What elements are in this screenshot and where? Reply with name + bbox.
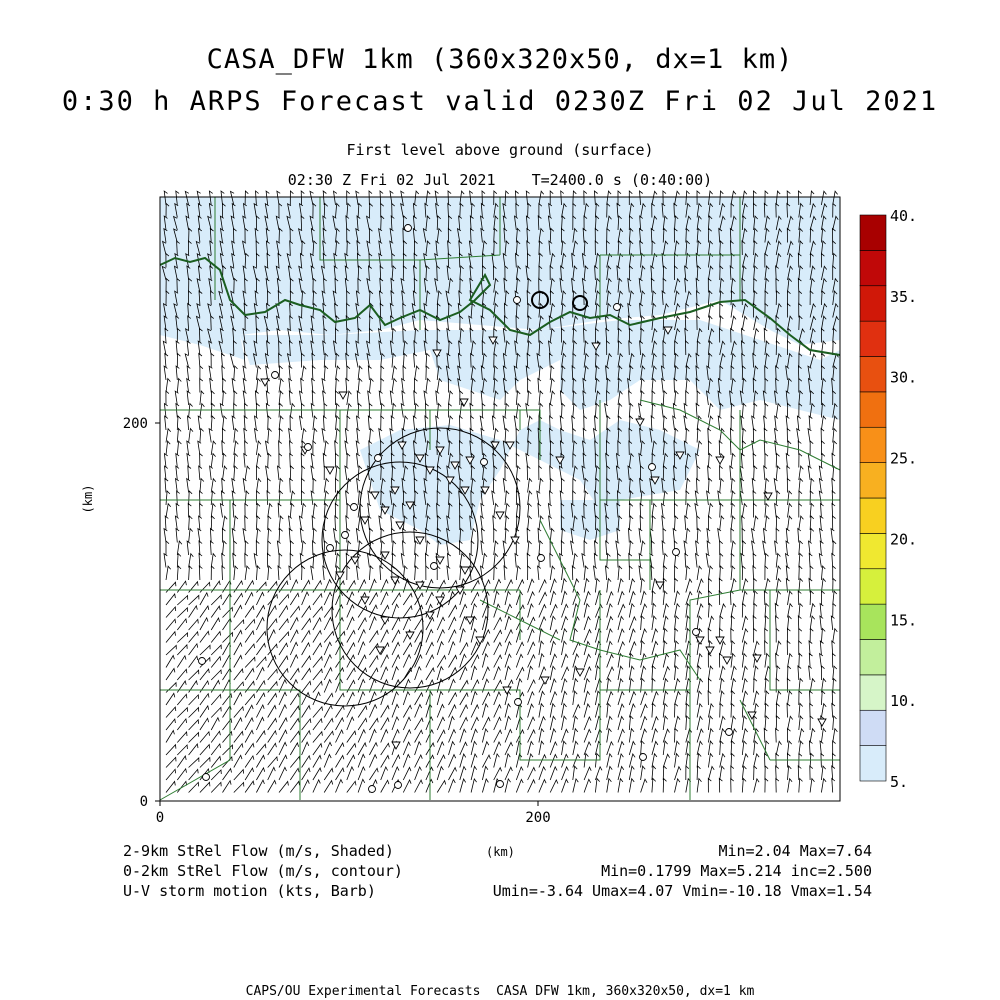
main-title-line1: CASA_DFW 1km (360x320x50, dx=1 km) <box>206 44 794 75</box>
legend-barb-label: U-V storm motion (kts, Barb) <box>123 882 376 900</box>
colorbar-swatch <box>860 640 886 675</box>
colorbar-swatch <box>860 321 886 356</box>
colorbar-swatch <box>860 250 886 285</box>
marker-circle <box>342 532 349 539</box>
marker-circle <box>369 786 376 793</box>
marker-circle <box>395 782 402 789</box>
x-tick-200: 200 <box>525 810 551 826</box>
colorbar-label: 30. <box>890 368 918 387</box>
marker-circle <box>327 545 334 552</box>
marker-circle <box>514 297 521 304</box>
legend-mid-unit: (km) <box>486 845 515 859</box>
marker-circle <box>405 225 412 232</box>
y-tick-200: 200 <box>122 416 148 432</box>
marker-circle <box>538 555 545 562</box>
marker-circle <box>497 781 504 788</box>
marker-circle <box>673 549 680 556</box>
colorbar-label: 5. <box>890 773 909 791</box>
marker-circle <box>305 444 312 451</box>
marker-circle <box>640 754 647 761</box>
legend-shaded-label: 2-9km StRel Flow (m/s, Shaded) <box>123 842 394 860</box>
subtitle: First level above ground (surface) <box>346 141 654 159</box>
y-tick-0: 0 <box>139 794 148 810</box>
main-title-line2: 0:30 h ARPS Forecast valid 0230Z Fri 02 Jul 2021 <box>61 86 939 117</box>
colorbar-swatch <box>860 357 886 392</box>
y-axis-label: (km) <box>81 484 95 514</box>
legend-contour-stats: Min=0.1799 Max=5.214 inc=2.500 <box>601 862 872 880</box>
x-tick-0: 0 <box>155 810 165 826</box>
colorbar-swatch <box>860 286 886 321</box>
marker-circle <box>726 729 733 736</box>
colorbar-swatch <box>860 498 886 533</box>
credit-footer: CAPS/OU Experimental Forecasts CASA DFW 1km, 360x320x50, dx=1 km <box>245 984 755 999</box>
colorbar-swatch <box>860 569 886 604</box>
marker-circle <box>431 563 438 570</box>
colorbar <box>860 207 917 791</box>
colorbar-swatch <box>860 710 886 745</box>
marker-circle <box>693 629 700 636</box>
colorbar-label: 35. <box>890 287 918 306</box>
colorbar-swatch <box>860 392 886 427</box>
colorbar-label: 15. <box>890 611 918 630</box>
colorbar-label: 40. <box>890 207 918 225</box>
marker-circle <box>649 464 656 471</box>
colorbar-swatch <box>860 604 886 639</box>
marker-circle <box>351 504 358 511</box>
legend-shaded-stats: Min=2.04 Max=7.64 <box>718 842 872 860</box>
marker-circle <box>515 699 522 706</box>
colorbar-swatch <box>860 215 886 250</box>
marker-circle <box>203 774 210 781</box>
legend-barb-stats: Umin=-3.64 Umax=4.07 Vmin=-10.18 Vmax=1.54 <box>492 882 872 900</box>
marker-circle <box>481 459 488 466</box>
marker-circle <box>375 455 382 462</box>
colorbar-swatch <box>860 427 886 462</box>
colorbar-swatch <box>860 675 886 710</box>
marker-circle <box>199 658 206 665</box>
colorbar-swatch <box>860 746 886 781</box>
valid-time-line: 02:30 Z Fri 02 Jul 2021 T=2400.0 s (0:40:00) <box>287 171 713 189</box>
marker-circle <box>272 372 279 379</box>
colorbar-label: 20. <box>890 530 918 549</box>
colorbar-swatch <box>860 463 886 498</box>
colorbar-swatch <box>860 533 886 568</box>
legend-contour-label: 0-2km StRel Flow (m/s, contour) <box>123 862 403 880</box>
colorbar-label: 10. <box>890 692 918 711</box>
marker-circle <box>614 304 621 311</box>
colorbar-label: 25. <box>890 449 918 468</box>
